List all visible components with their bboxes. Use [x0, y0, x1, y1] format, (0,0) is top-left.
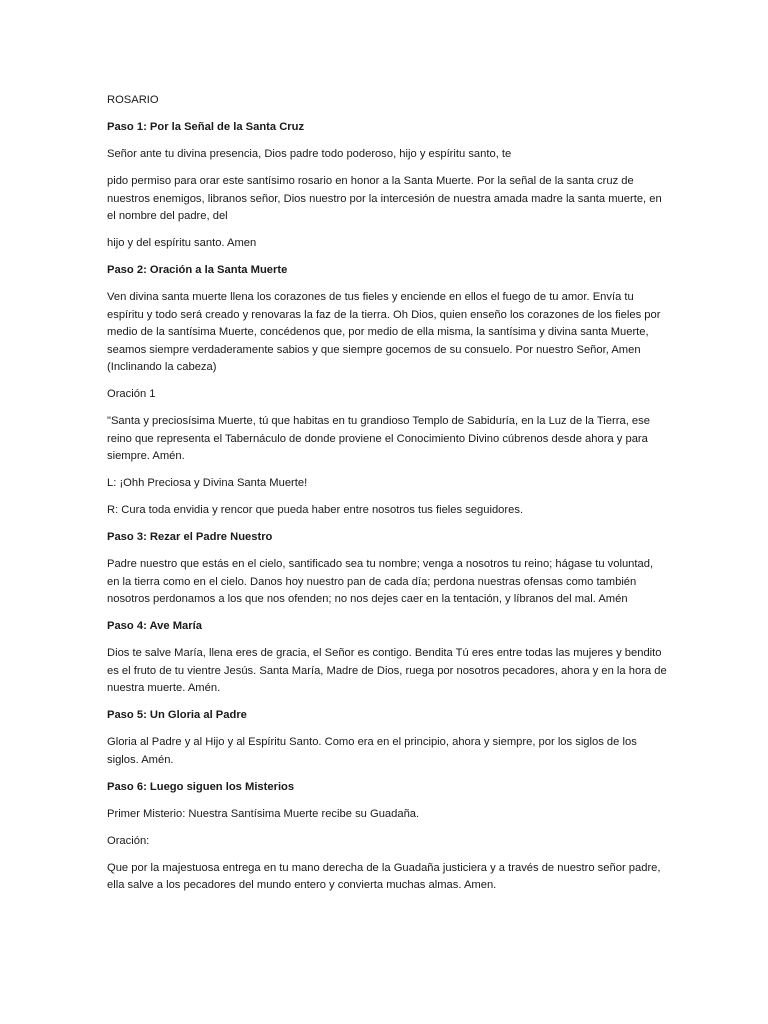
step-3-heading: Paso 3: Rezar el Padre Nuestro [107, 531, 273, 543]
step-2-heading: Paso 2: Oración a la Santa Muerte [107, 264, 288, 276]
document-title: ROSARIO [107, 94, 159, 106]
step-1-paragraph-3: hijo y del espíritu santo. Amen [107, 237, 257, 249]
final-paragraph: Que por la majestuosa entrega en tu mano derecha de la Guadaña justiciera y a través de nuestro señor padre, ella salve a los pecadores del mundo entero y convierta muchas almas. Amen. [107, 861, 661, 891]
step-5-paragraph: Gloria al Padre y al Hijo y al Espíritu Santo. Como era en el principio, ahora y siempre, por los siglos de los siglos. Amén. [107, 736, 637, 766]
step-2-paragraph: Ven divina santa muerte llena los corazones de tus fieles y enciende en ellos el fuego de tu amor. Envía tu espíritu y todo será creado y renovaras la faz de la tierra. Oh Dios, quien enseño los corazones de los fieles por medio de la santísima Muerte, concédenos que, por medio de ella misma, la santísima y divina santa Muerte, seamos siempre verdaderamente sabios y que siempre gocemos de su consuelo. Por nuestro Señor, Amen (Inclinando la cabeza) [107, 291, 661, 373]
prayer-label: Oración: [107, 834, 150, 847]
step-5-heading: Paso 5: Un Gloria al Padre [107, 709, 247, 721]
step-4-heading: Paso 4: Ave María [107, 620, 202, 632]
prayer-1-label: Oración 1 [107, 388, 156, 400]
prayer-1-paragraph: "Santa y preciosísima Muerte, tú que habitas en tu grandioso Templo de Sabiduría, en la Luz de la Tierra, ese reino que representa el Tabernáculo de donde proviene el Conocimiento Divino cúbrenos desde ahora y para siempre. Amén. [107, 415, 650, 462]
response-line: R: Cura toda envidia y rencor que pueda haber entre nosotros tus fieles seguidores. [107, 504, 524, 516]
step-1-paragraph-1: Señor ante tu divina presencia, Dios padre todo poderoso, hijo y espíritu santo, te [107, 148, 512, 160]
step-3-paragraph: Padre nuestro que estás en el cielo, santificado sea tu nombre; venga a nosotros tu reino; hágase tu voluntad, en la tierra como en el cielo. Danos hoy nuestro pan de cada día; perdona nuestras ofensas como también nosotros perdonamos a los que nos ofenden; no nos dejes caer en la tentación, y líbranos del mal. Amén [107, 558, 654, 605]
step-1-heading: Paso 1: Por la Señal de la Santa Cruz [107, 121, 305, 133]
step-4-paragraph: Dios te salve María, llena eres de gracia, el Señor es contigo. Bendita Tú eres entre todas las mujeres y bendito es el fruto de tu vientre Jesús. Santa María, Madre de Dios, ruega por nosotros pecadores, ahora y en la hora de nuestra muerte. Amén. [107, 647, 667, 694]
document-page [107, 92, 667, 904]
step-6-heading: Paso 6: Luego siguen los Misterios [107, 780, 295, 793]
first-mystery-line: Primer Misterio: Nuestra Santísima Muerte recibe su Guadaña. [107, 807, 420, 820]
step-1-paragraph-2: pido permiso para orar este santísimo rosario en honor a la Santa Muerte. Por la señal de la santa cruz de nuestros enemigos, libranos señor, Dios nuestro por la intercesión de nuestra amada madre la santa muerte, en el nombre del padre, del [107, 175, 662, 222]
leader-line: L: ¡Ohh Preciosa y Divina Santa Muerte! [107, 477, 308, 489]
